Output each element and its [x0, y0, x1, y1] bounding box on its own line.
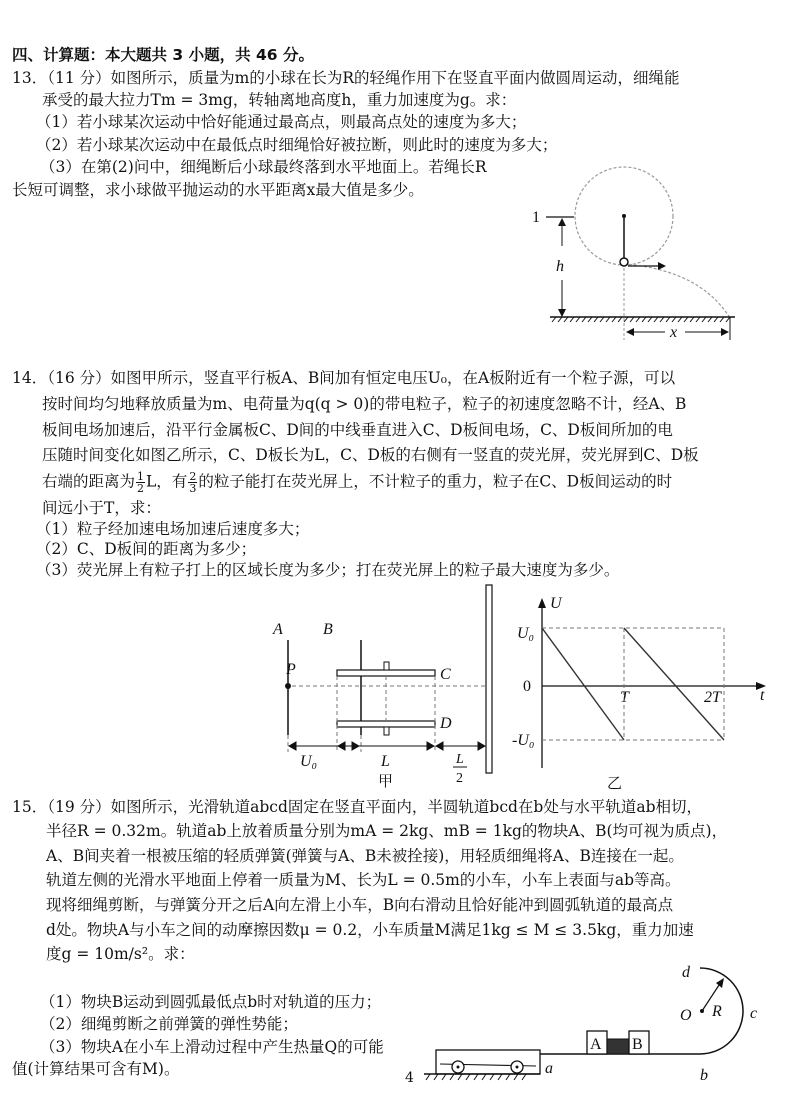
axis-label-t: t: [760, 687, 765, 704]
q15-part-2: （2）细绳剪断之前弹簧的弹性势能；: [40, 1015, 298, 1033]
q14-line: 14．（16 分）如图甲所示，竖直平行板A、B间加有恒定电压U₀，在A板附近有一个粒子源，可以: [12, 369, 676, 387]
q15-line: 15．（19 分）如图所示，光滑轨道abcd固定在竖直平面内，半圆轨道bcd在b处与水平轨道ab相切，: [12, 798, 703, 816]
label-O: O: [680, 1007, 692, 1024]
tick-neg-U0: -U₀: [512, 732, 535, 749]
label-d: d: [682, 964, 690, 981]
tick-U0: U₀: [517, 625, 535, 642]
numerator: 2: [189, 470, 197, 483]
label-C: C: [440, 666, 451, 683]
q14-part-1: （1）粒子经加速电场加速后速度多大；: [36, 520, 310, 538]
q15-line: 半径R = 0.32m。轨道ab上放着质量分别为mA = 2kg、mB = 1kg的物块A、B(均可视为质点)，: [46, 822, 728, 840]
q14-part-2: （2）C、D板间的距离为多少；: [36, 540, 257, 558]
q15-part-1: （1）物块B运动到圆弧最低点b时对轨道的压力；: [40, 993, 382, 1011]
cart: [436, 1050, 540, 1074]
text: 右端的距离为: [42, 472, 136, 491]
tick-zero: 0: [523, 678, 531, 695]
label-L-half-num: L: [456, 752, 464, 767]
denominator: 3: [189, 482, 197, 495]
caption-jia: 甲: [378, 774, 394, 790]
q13-line: 承受的最大拉力Tm = 3mg，转轴离地高度h，重力加速度为g。求：: [42, 91, 517, 109]
q14-part-3: （3）荧光屏上有粒子打上的区域长度为多少；打在荧光屏上的粒子最大速度为多少。: [36, 561, 620, 579]
axis-label-U: U: [550, 595, 562, 612]
q15-part-3: （3）物块A在小车上滑动过程中产生热量Q的可能: [40, 1038, 384, 1056]
label-c: c: [750, 1005, 758, 1022]
q14-line: 板间电场加速后，沿平行金属板C、D间的中线垂直进入C、D板间电场，C、D板间所加的电: [42, 421, 673, 439]
label-x: x: [670, 324, 678, 341]
q13-part-2: （2）若小球某次运动中在最低点时细绳恰好被拉断，则此时的速度为多大；: [36, 136, 558, 154]
label-L: L: [381, 753, 390, 770]
label-D: D: [440, 715, 452, 732]
label-R: R: [712, 1003, 722, 1020]
q15-line: 现将细绳剪断，与弹簧分开之后A向左滑上小车，B向右滑动且恰好能冲到圆弧轨道的最高点: [46, 896, 674, 914]
label-block-B: B: [632, 1036, 643, 1053]
q13-part-3: （3）在第(2)问中，细绳断后小球最终落到水平地面上。若绳长R: [40, 158, 487, 176]
label-P: P: [286, 661, 296, 678]
spring: [607, 1039, 629, 1054]
q13-line: 长短可调整，求小球做平抛运动的水平距离x最大值是多少。: [12, 181, 424, 199]
q13-part-1: （1）若小球某次运动中恰好能通过最高点，则最高点处的速度为多大；: [36, 113, 527, 131]
label-b: b: [700, 1067, 708, 1084]
label-L-half-den: 2: [456, 771, 463, 786]
q14-line: 间远小于T，求：: [42, 499, 161, 517]
label-block-A: A: [590, 1036, 602, 1053]
denominator: 2: [137, 482, 145, 495]
label-1: 1: [532, 209, 540, 226]
tick-T: T: [620, 689, 629, 706]
q14-line: 按时间均匀地释放质量为m、电荷量为q(q > 0)的带电粒子，粒子的初速度忽略不计，经A、B: [42, 395, 687, 413]
text: 的粒子能打在荧光屏上，不计粒子的重力，粒子在C、D板间运动的时: [198, 472, 673, 491]
label-A: A: [273, 621, 283, 638]
label-a: a: [545, 1060, 553, 1077]
q15-line: 轨道左侧的光滑水平地面上停着一质量为M、长为L = 0.5m的小车，小车上表面与ab等高。: [46, 871, 681, 889]
label-h: h: [556, 258, 564, 275]
numerator: 1: [137, 470, 145, 483]
tick-2T: 2T: [704, 689, 721, 706]
label-U0: U₀: [300, 753, 318, 770]
caption-yi: 乙: [607, 776, 623, 792]
label-B: B: [323, 621, 333, 638]
q15-line: 度g = 10m/s²。求：: [46, 945, 195, 963]
text: L，有: [146, 472, 188, 491]
q15-line: 值(计算结果可含有M)。: [12, 1060, 180, 1078]
q15-line: d处。物块A与小车之间的动摩擦因数μ = 0.2，小车质量M满足1kg ≤ M ≤ 3.5kg，重力加速: [46, 921, 694, 939]
q15-line: A、B间夹着一根被压缩的轻质弹簧(弹簧与A、B未被拴接)，用轻质细绳将A、B连接在一起。: [46, 847, 684, 865]
q14-line: 压随时间变化如图乙所示，C、D板长为L，C、D板的右侧有一竖直的荧光屏，荧光屏到C、D板: [42, 446, 699, 464]
q13-line: 13．（11 分）如图所示，质量为m的小球在长为R的轻绳作用下在竖直平面内做圆周运动，细绳能: [12, 69, 680, 87]
section-title: 四、计算题：本大题共 3 小题，共 46 分。: [12, 46, 314, 64]
page-number: 4: [405, 1070, 414, 1086]
